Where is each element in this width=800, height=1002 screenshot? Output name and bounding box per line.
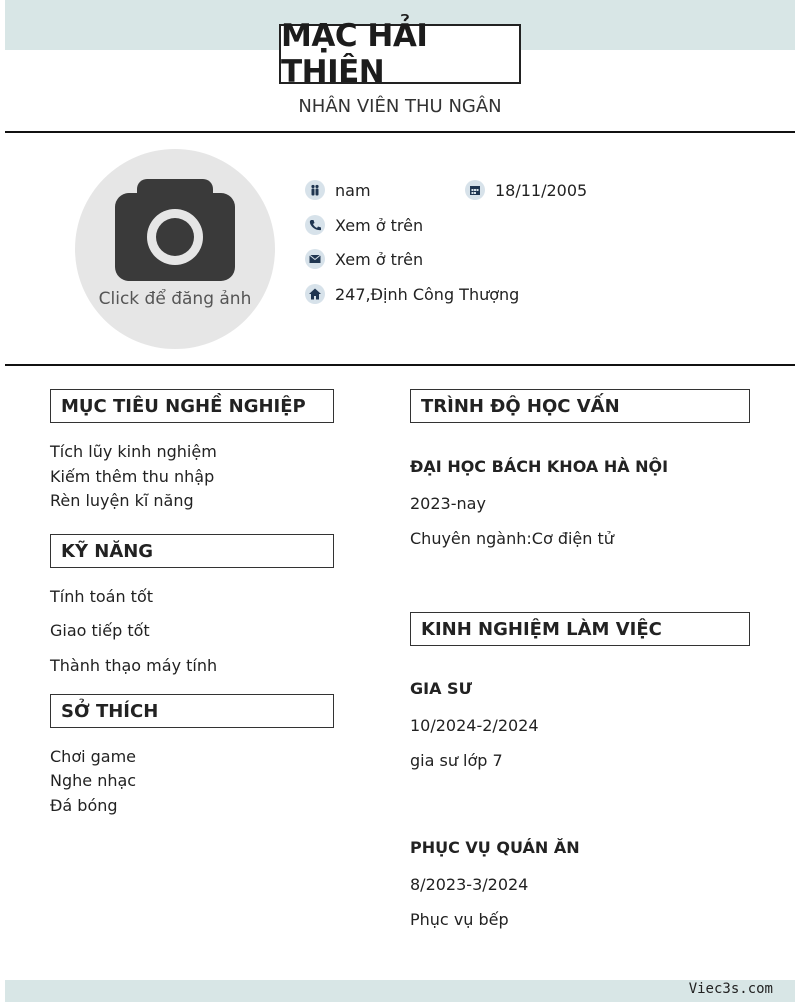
phone-row [305, 215, 423, 235]
address-row [305, 284, 519, 304]
envelope-icon [305, 249, 325, 269]
home-icon [305, 284, 325, 304]
phone-value: Xem ở trên [335, 215, 424, 235]
phone-icon [305, 215, 325, 235]
job-role: PHỤC VỤ QUÁN ĂN [410, 838, 580, 857]
skill-item: Giao tiếp tốt [50, 621, 150, 640]
divider-middle [5, 364, 795, 366]
job-description: Phục vụ bếp [410, 910, 509, 929]
avatar-upload[interactable] [75, 149, 275, 349]
email-row [305, 249, 423, 269]
skill-item: Tính toán tốt [50, 587, 154, 606]
career-goal-item: Rèn luyện kĩ năng [50, 491, 194, 510]
skills-heading: KỸ NĂNG [50, 534, 334, 568]
job-role: GIA SƯ [410, 679, 472, 698]
education-heading: TRÌNH ĐỘ HỌC VẤN [410, 389, 750, 423]
career-goal-item: Kiếm thêm thu nhập [50, 467, 215, 486]
avatar-upload-label: Click để đăng ảnh [98, 289, 252, 309]
hobbies-heading: SỞ THÍCH [50, 694, 334, 728]
birthdate-value: 18/11/2005 [495, 180, 588, 200]
experience-heading: KINH NGHIỆM LÀM VIỆC [410, 612, 750, 646]
people-icon [305, 180, 325, 200]
job-title: NHÂN VIÊN THU NGÂN [298, 96, 502, 117]
divider-top [5, 131, 795, 133]
watermark: Viec3s.com [688, 981, 773, 997]
job-description: gia sư lớp 7 [410, 751, 503, 770]
camera-icon [115, 177, 235, 282]
career-goal-heading: MỤC TIÊU NGHỀ NGHIỆP [50, 389, 334, 423]
gender-value: nam [335, 180, 371, 200]
career-goal-item: Tích lũy kinh nghiệm [50, 442, 217, 461]
job-period: 10/2024-2/2024 [410, 716, 539, 735]
candidate-name: MẠC HẢI THIÊN [279, 24, 521, 84]
skill-item: Thành thạo máy tính [50, 656, 218, 675]
gender-row [305, 180, 371, 200]
education-major: Chuyên ngành:Cơ điện tử [410, 529, 614, 548]
job-period: 8/2023-3/2024 [410, 875, 529, 894]
education-period: 2023-nay [410, 494, 486, 513]
calendar-icon [465, 180, 485, 200]
footer-band [5, 980, 795, 1002]
school-name: ĐẠI HỌC BÁCH KHOA HÀ NỘI [410, 457, 669, 476]
hobby-item: Đá bóng [50, 796, 118, 815]
email-value: Xem ở trên [335, 249, 424, 269]
hobby-item: Chơi game [50, 747, 137, 766]
hobby-item: Nghe nhạc [50, 771, 137, 790]
address-value: 247,Định Công Thượng [335, 284, 520, 304]
birthdate-row [465, 180, 587, 200]
